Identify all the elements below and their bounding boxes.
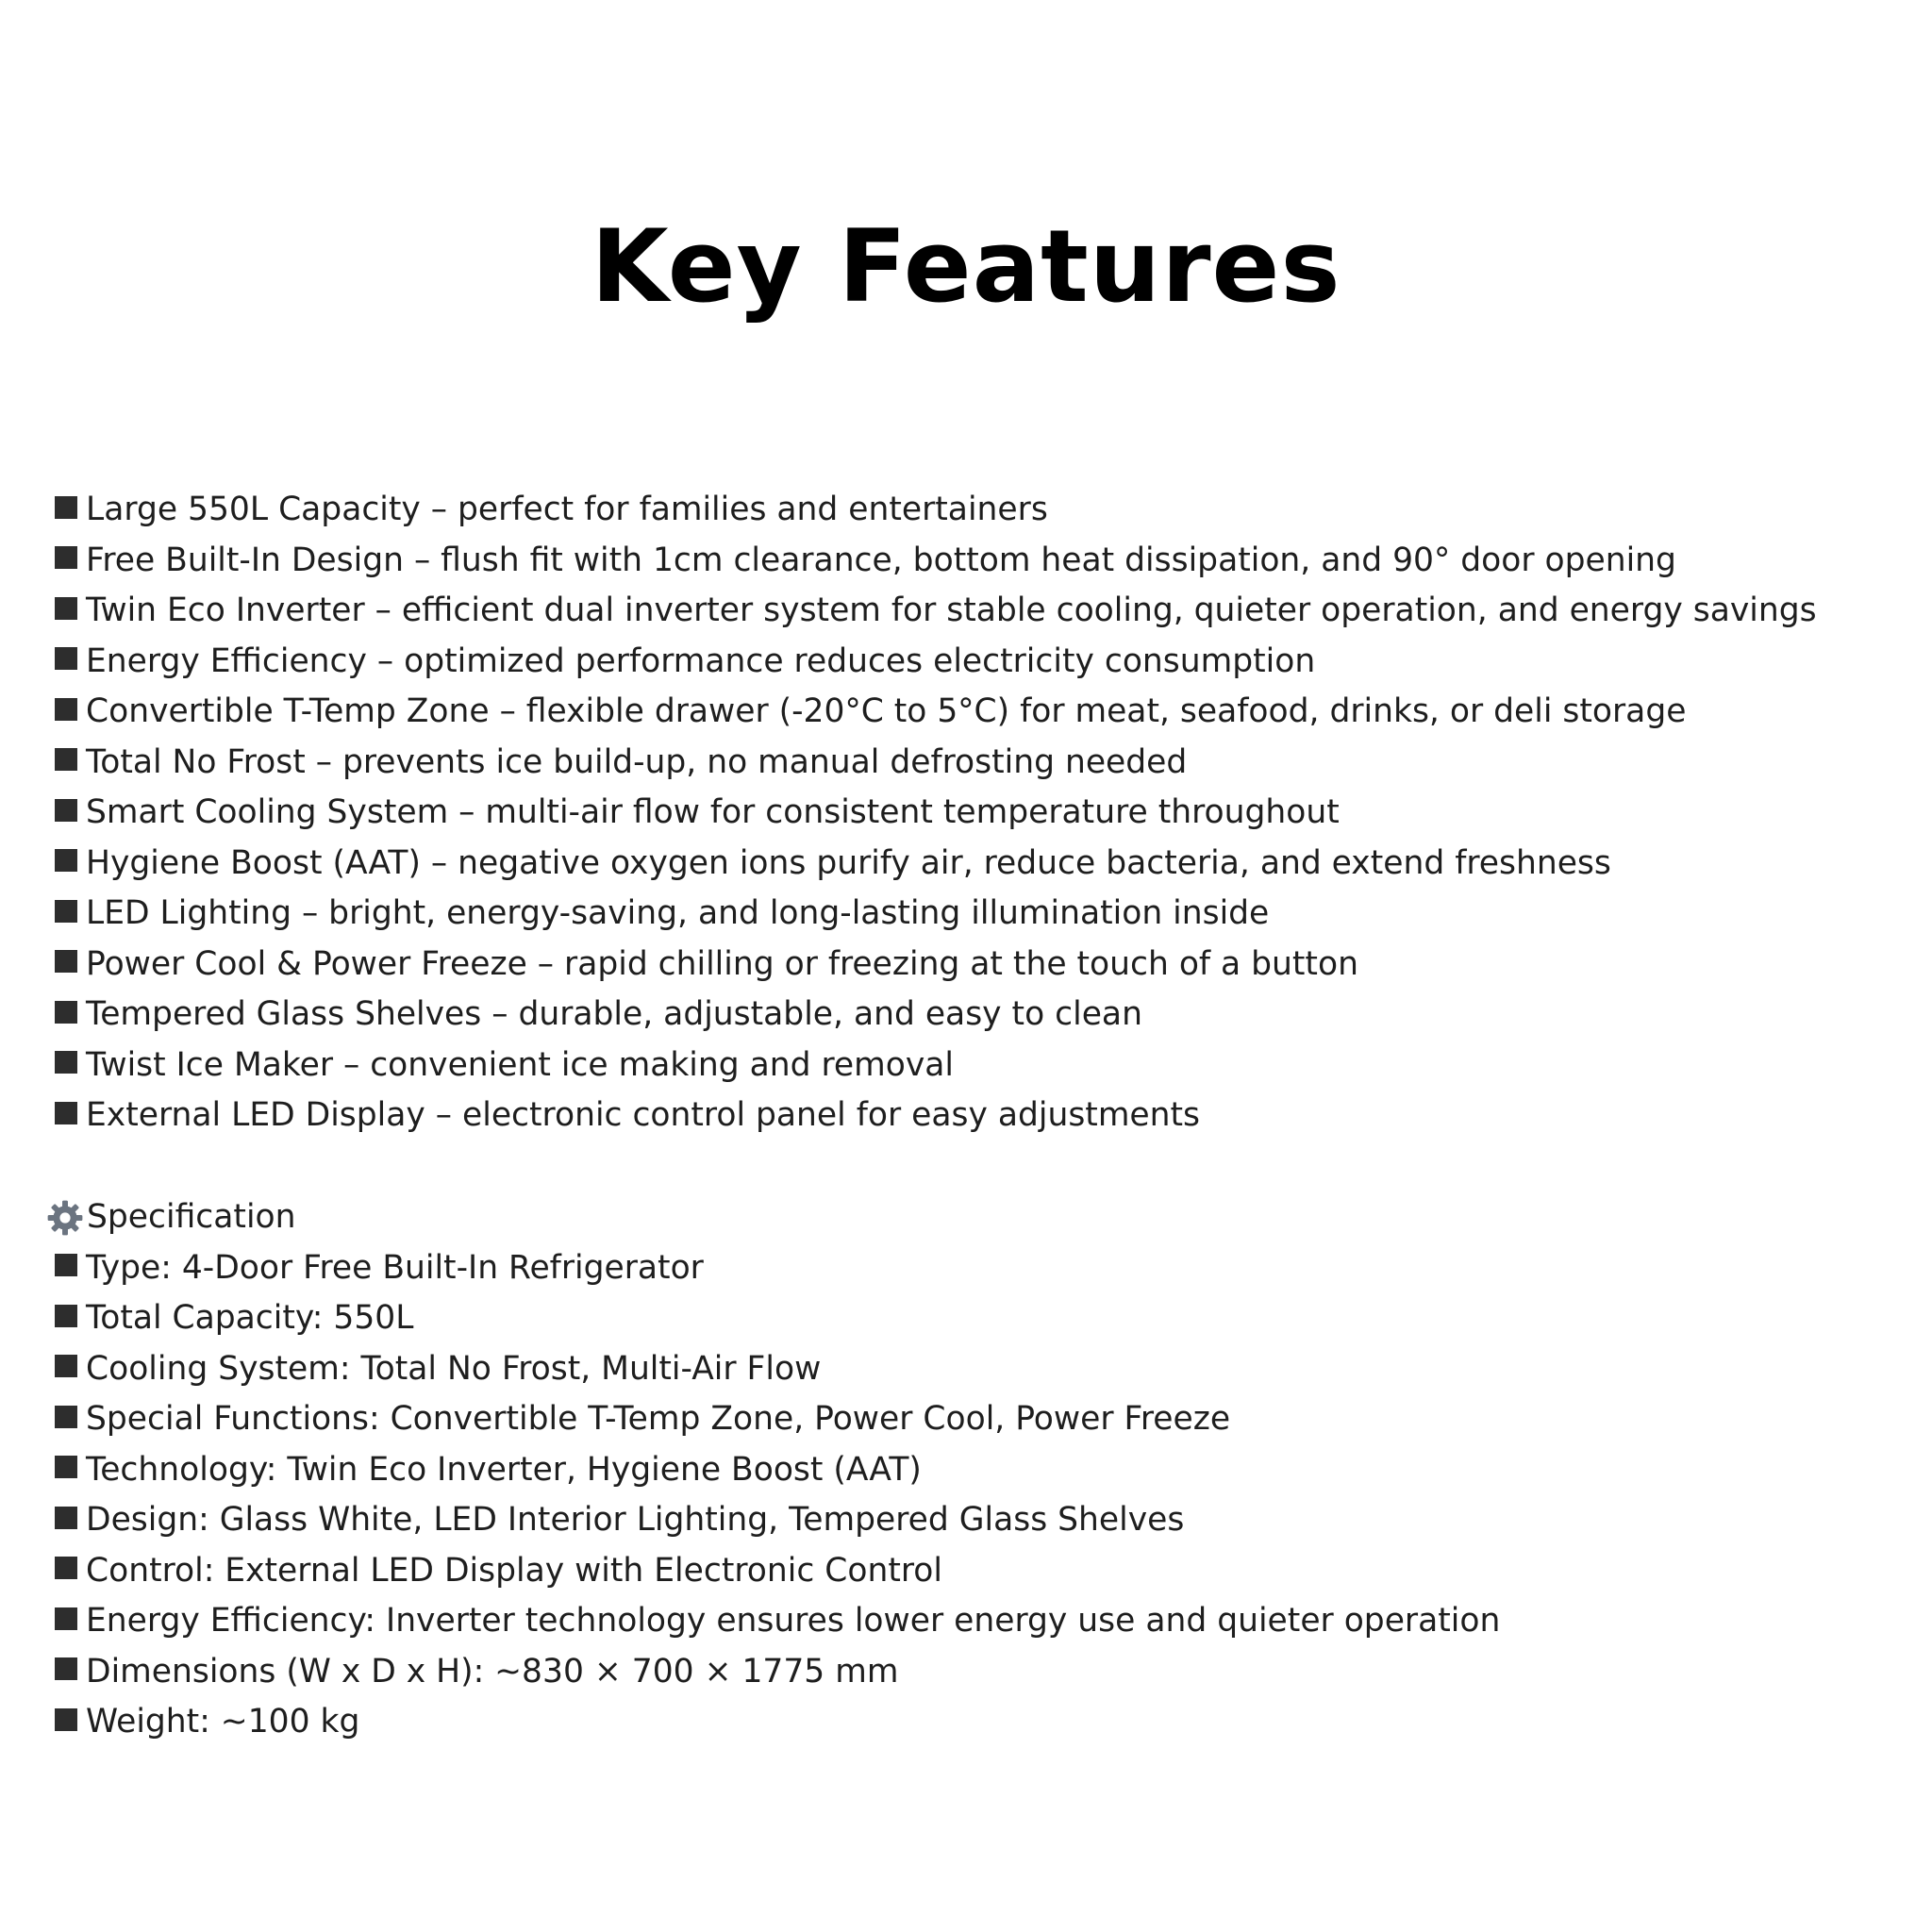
key-features-section	[55, 485, 1904, 1141]
square-bullet-icon	[55, 1305, 77, 1327]
feature-item	[55, 738, 1904, 789]
page-title: Key Features	[591, 208, 1341, 325]
feature-text: Smart Cooling System – multi-air flow for consistent temperature throughout	[86, 793, 1340, 831]
specification-section	[45, 1192, 1894, 1748]
square-bullet-icon	[55, 496, 77, 519]
feature-item	[55, 889, 1904, 940]
feature-text: Power Cool & Power Freeze – rapid chilling or freezing at the touch of a button	[86, 944, 1358, 983]
feature-item	[55, 990, 1904, 1041]
square-bullet-icon	[55, 1406, 77, 1428]
spec-text: Total Capacity: 550L	[86, 1299, 414, 1337]
feature-text: Tempered Glass Shelves – durable, adjustable, and easy to clean	[86, 995, 1142, 1033]
feature-text: Free Built-In Design – flush fit with 1cm clearance, bottom heat dissipation, and 90° door opening	[86, 541, 1676, 579]
spec-text: Special Functions: Convertible T-Temp Zone, Power Cool, Power Freeze	[86, 1400, 1231, 1438]
feature-text: Twist Ice Maker – convenient ice making and removal	[86, 1045, 955, 1084]
spec-item	[55, 1546, 1894, 1597]
square-bullet-icon	[55, 900, 77, 923]
feature-text: LED Lighting – bright, energy-saving, and long-lasting illumination inside	[86, 894, 1270, 932]
spec-text: Cooling System: Total No Frost, Multi-Air Flow	[86, 1349, 822, 1388]
spec-item	[55, 1394, 1894, 1445]
spec-item	[55, 1647, 1894, 1698]
spec-item	[55, 1293, 1894, 1344]
feature-item	[55, 1041, 1904, 1091]
square-bullet-icon	[55, 748, 77, 771]
square-bullet-icon	[55, 1507, 77, 1529]
square-bullet-icon	[55, 597, 77, 620]
square-bullet-icon	[55, 698, 77, 721]
square-bullet-icon	[55, 1254, 77, 1276]
square-bullet-icon	[55, 1708, 77, 1731]
square-bullet-icon	[55, 799, 77, 822]
square-bullet-icon	[55, 1001, 77, 1024]
feature-text: Total No Frost – prevents ice build-up, no manual defrosting needed	[86, 742, 1188, 781]
spec-item	[55, 1697, 1894, 1748]
spec-item	[55, 1243, 1894, 1294]
features-list	[55, 485, 1904, 1141]
spec-item	[55, 1445, 1894, 1496]
gear-icon	[45, 1198, 85, 1238]
feature-item	[55, 687, 1904, 738]
square-bullet-icon	[55, 1355, 77, 1377]
square-bullet-icon	[55, 1657, 77, 1680]
spec-text: Design: Glass White, LED Interior Lighting, Tempered Glass Shelves	[86, 1501, 1185, 1539]
feature-text: Convertible T-Temp Zone – flexible drawer (-20°C to 5°C) for meat, seafood, drinks, or deli storage	[86, 692, 1687, 730]
square-bullet-icon	[55, 950, 77, 973]
feature-item	[55, 839, 1904, 890]
feature-text: Energy Efficiency – optimized performance reduces electricity consumption	[86, 641, 1316, 680]
feature-text: External LED Display – electronic control panel for easy adjustments	[86, 1096, 1201, 1134]
feature-item	[55, 637, 1904, 688]
spec-text: Type: 4-Door Free Built-In Refrigerator	[86, 1248, 704, 1287]
feature-item	[55, 940, 1904, 991]
specification-list	[45, 1243, 1894, 1748]
specification-title: Specification	[87, 1198, 296, 1236]
square-bullet-icon	[55, 647, 77, 670]
specification-heading	[45, 1192, 1894, 1243]
spec-item	[55, 1344, 1894, 1395]
feature-text: Twin Eco Inverter – efficient dual inverter system for stable cooling, quieter operation, and energy savings	[86, 591, 1817, 629]
square-bullet-icon	[55, 1607, 77, 1630]
spec-text: Energy Efficiency: Inverter technology ensures lower energy use and quieter operation	[86, 1602, 1501, 1640]
spec-text: Technology: Twin Eco Inverter, Hygiene Boost (AAT)	[86, 1450, 922, 1489]
spec-text: Control: External LED Display with Electronic Control	[86, 1551, 942, 1590]
square-bullet-icon	[55, 1102, 77, 1124]
feature-item	[55, 1091, 1904, 1141]
square-bullet-icon	[55, 849, 77, 872]
feature-item	[55, 586, 1904, 637]
spec-text: Dimensions (W x D x H): ~830 × 700 × 1775 mm	[86, 1652, 899, 1690]
square-bullet-icon	[55, 1051, 77, 1074]
feature-item	[55, 536, 1904, 587]
square-bullet-icon	[55, 1456, 77, 1478]
spec-item	[55, 1596, 1894, 1647]
spec-text: Weight: ~100 kg	[86, 1703, 360, 1740]
square-bullet-icon	[55, 1557, 77, 1579]
feature-item	[55, 485, 1904, 536]
feature-text: Large 550L Capacity – perfect for families and entertainers	[86, 491, 1048, 528]
square-bullet-icon	[55, 546, 77, 569]
spec-item	[55, 1495, 1894, 1546]
feature-item	[55, 788, 1904, 839]
feature-text: Hygiene Boost (AAT) – negative oxygen ions purify air, reduce bacteria, and extend freshness	[86, 843, 1611, 882]
